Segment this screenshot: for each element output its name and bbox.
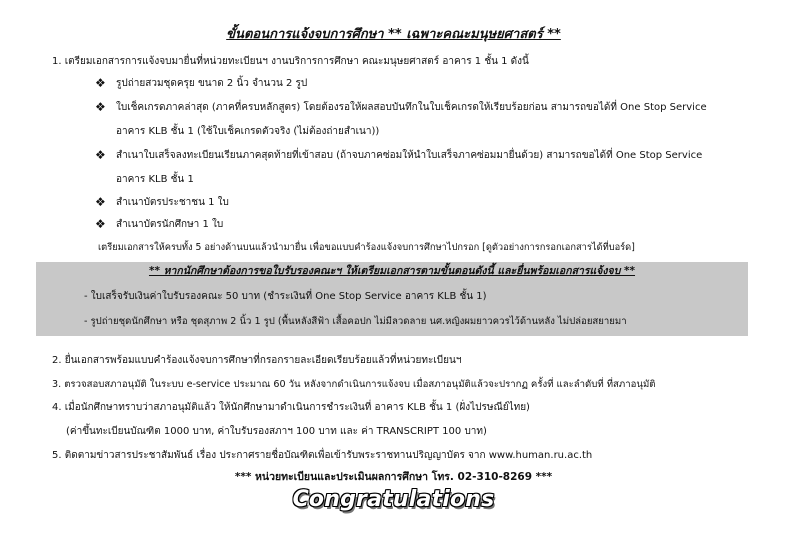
- diamond-bullet-icon: ❖: [95, 148, 106, 162]
- step-4-text: 4. เมื่อนักศึกษาทราบว่าสภาอนุมัติแล้ว ให้นักศึกษามาดำเนินการชำระเงินที่ อาคาร KLB ชั้น 1 (ฝั่งไปรษณีย์ไทย): [52, 402, 530, 413]
- checklist-item-3-line-1: สำเนาใบเสร็จลงทะเบียนเรียนภาคสุดท้ายที่เข้าสอบ (ถ้าจบภาคซ่อมให้นำใบเสร็จภาคซ่อมมายื่นด้วย) สามารถขอได้ที่ One Stop Service: [116, 150, 703, 161]
- certificate-request-box: [36, 262, 748, 336]
- step-1-note: เตรียมเอกสารให้ครบทั้ง 5 อย่างด้านบนแล้วนำมายื่น เพื่อขอแบบคำร้องแจ้งจบการศึกษาไปกรอก [ดูตัวอย่างการกรอกเอกสารได้ที่บอร์ด]: [98, 242, 635, 253]
- certificate-box-heading: ** หากนักศึกษาต้องการขอใบรับรองคณะฯ ให้เตรียมเอกสารตามขั้นตอนดังนี้ และยื่นพร้อมเอกสารแจ้งจบ **: [148, 265, 636, 277]
- checklist-item-4: สำเนาบัตรประชาชน 1 ใบ: [116, 197, 229, 208]
- fee-details-text: (ค่าขึ้นทะเบียนบัณฑิต 1000 บาท, ค่าใบรับรองสภาฯ 100 บาท และ ค่า TRANSCRIPT 100 บาท): [66, 426, 487, 437]
- step-1-text: 1. เตรียมเอกสารการแจ้งจบมายื่นที่หน่วยทะเบียนฯ งานบริการการศึกษา คณะมนุษยศาสตร์ อาคาร 1 ชั้น 1 ดังนี้: [52, 56, 529, 67]
- registrar-contact: *** หน่วยทะเบียนและประเมินผลการศึกษา โทร. 02-310-8269 ***: [234, 471, 553, 483]
- checklist-item-5: สำเนาบัตรนักศึกษา 1 ใบ: [116, 219, 224, 230]
- step-5-text: 5. ติดตามข่าวสารประชาสัมพันธ์ เรื่อง ประกาศรายชื่อบัณฑิตเพื่อเข้ารับพระราชทานปริญญาบัตร จาก www.human.ru.ac.th: [52, 450, 593, 461]
- checklist-item-1: รูปถ่ายสวมชุดครุย ขนาด 2 นิ้ว จำนวน 2 รูป: [116, 78, 308, 89]
- step-3-text: 3. ตรวจสอบสภาอนุมัติ ในระบบ e-service ประมาณ 60 วัน หลังจากดำเนินการแจ้งจบ เมื่อสภาอนุมัติแล้วจะปรากฏ ครั้งที่ และลำดับที่ ที่สภาอนุมัติ: [52, 379, 656, 390]
- diamond-bullet-icon: ❖: [95, 76, 106, 90]
- diamond-bullet-icon: ❖: [95, 195, 106, 209]
- diamond-bullet-icon: ❖: [95, 100, 106, 114]
- checklist-item-2-line-1: ใบเช็คเกรดภาคล่าสุด (ภาคที่ครบหลักสูตร) โดยต้องรอให้ผลสอบบันทึกในใบเช็คเกรดให้เรียบร้อยก่อน สามารถขอได้ที่ One Stop Service: [116, 102, 707, 113]
- diamond-bullet-icon: ❖: [95, 217, 106, 231]
- page-title: ขั้นตอนการแจ้งจบการศึกษา ** เฉพาะคณะมนุษยศาสตร์ **: [226, 27, 561, 42]
- certificate-box-item-2: - รูปถ่ายชุดนักศึกษา หรือ ชุดสุภาพ 2 นิ้ว 1 รูป (พื้นหลังสีฟ้า เสื้อคอปก ไม่มีลวดลาย นศ.หญิงผมยาวควรไว้ด้านหลัง ไม่ปล่อยสยายมา: [84, 316, 627, 327]
- certificate-box-item-1: - ใบเสร็จรับเงินค่าใบรับรองคณะ 50 บาท (ชำระเงินที่ One Stop Service อาคาร KLB ชั้น 1): [84, 291, 487, 302]
- congratulations-heading: Congratulations: [292, 487, 495, 512]
- checklist-item-2-line-2: อาคาร KLB ชั้น 1 (ใช้ใบเช็คเกรดตัวจริง (ไม่ต้องถ่ายสำเนา)): [116, 126, 380, 137]
- checklist-item-3-line-2: อาคาร KLB ชั้น 1: [116, 174, 194, 185]
- step-2-text: 2. ยื่นเอกสารพร้อมแบบคำร้องแจ้งจบการศึกษาที่กรอกรายละเอียดเรียบร้อยแล้วที่หน่วยทะเบียนฯ: [52, 355, 462, 366]
